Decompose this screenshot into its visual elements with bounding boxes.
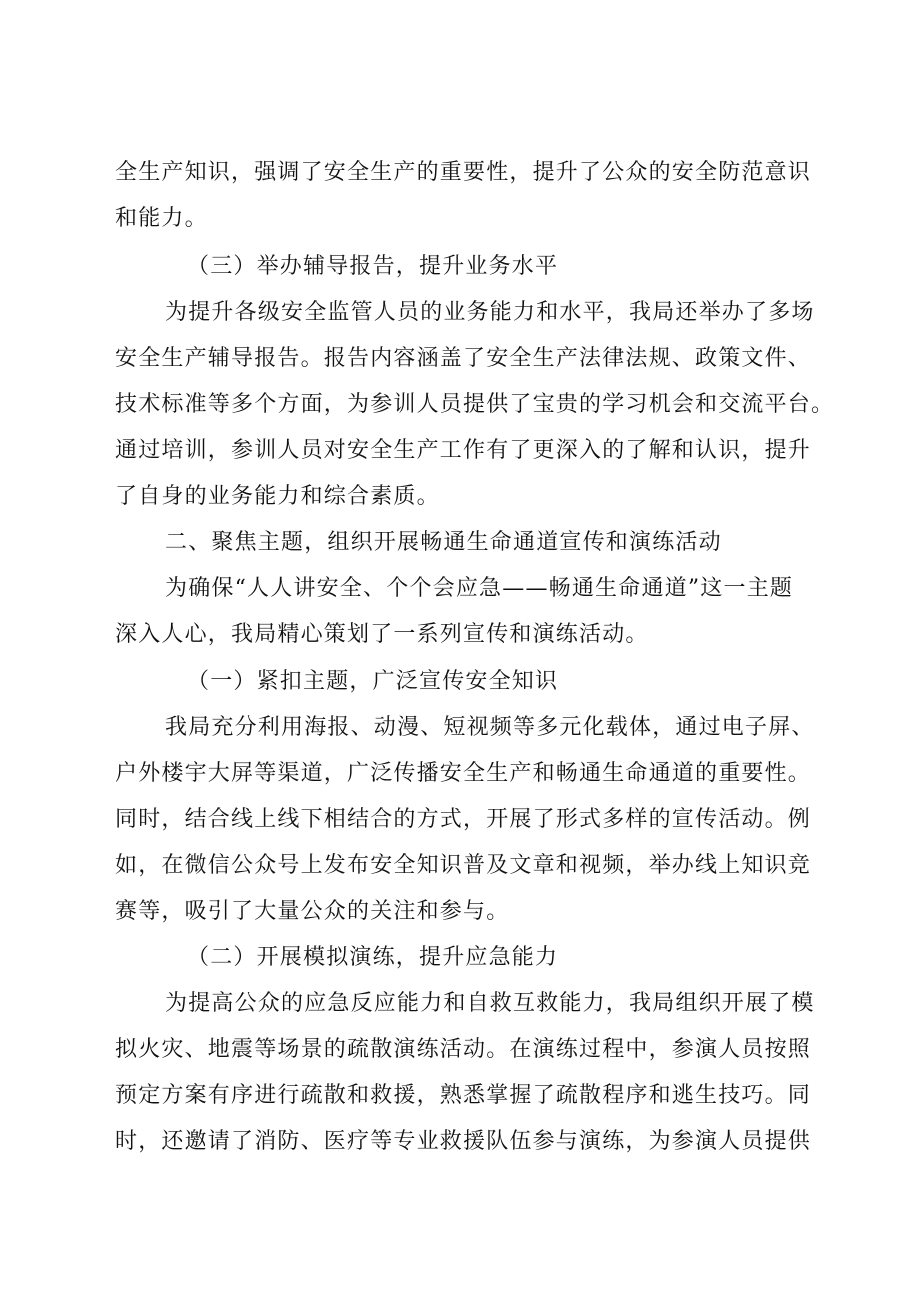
subsection-heading: （一）紧扣主题，广泛宣传安全知识 — [187, 669, 559, 694]
body-text-line: 时，还邀请了消防、医疗等专业救援队伍参与演练，为参演人员提供 — [115, 1129, 812, 1154]
body-text-line: 户外楼宇大屏等渠道，广泛传播安全生产和畅通生命通道的重要性。 — [115, 761, 812, 786]
body-text-line: 为确保“人人讲安全、个个会应急——畅通生命通道”这一主题 — [165, 576, 794, 601]
body-text-line: 技术标准等多个方面，为参训人员提供了宝贵的学习机会和交流平台。 — [115, 392, 835, 417]
body-text-line: 安全生产辅导报告。报告内容涵盖了安全生产法律法规、政策文件、 — [115, 346, 812, 371]
body-text-line: 如，在微信公众号上发布安全知识普及文章和视频，举办线上知识竞 — [115, 853, 812, 878]
subsection-heading: （二）开展模拟演练，提升应急能力 — [187, 945, 559, 970]
body-text-line: 拟火灾、地震等场景的疏散演练活动。在演练过程中，参演人员按照 — [115, 1037, 812, 1062]
subsection-heading: （三）举办辅导报告，提升业务水平 — [187, 254, 559, 279]
body-text-line: 全生产知识，强调了安全生产的重要性，提升了公众的安全防范意识 — [115, 160, 812, 185]
body-text-line: 同时，结合线上线下相结合的方式，开展了形式多样的宣传活动。例 — [115, 807, 812, 832]
body-text-line: 和能力。 — [115, 206, 208, 231]
body-text-line: 赛等，吸引了大量公众的关注和参与。 — [115, 899, 510, 924]
body-text-line: 预定方案有序进行疏散和救援，熟悉掌握了疏散程序和逃生技巧。同 — [115, 1083, 812, 1108]
section-heading: 二、聚焦主题，组织开展畅通生命通道宣传和演练活动 — [165, 530, 722, 555]
body-text-line: 通过培训，参训人员对安全生产工作有了更深入的了解和认识，提升 — [115, 438, 812, 463]
body-text-line: 我局充分利用海报、动漫、短视频等多元化载体，通过电子屏、 — [165, 715, 815, 740]
body-text-line: 为提高公众的应急反应能力和自救互救能力，我局组织开展了模 — [165, 991, 815, 1016]
body-text-line: 了自身的业务能力和综合素质。 — [115, 484, 440, 509]
body-text-line: 深入人心，我局精心策划了一系列宣传和演练活动。 — [115, 622, 649, 647]
body-text-line: 为提升各级安全监管人员的业务能力和水平，我局还举办了多场 — [165, 300, 815, 325]
